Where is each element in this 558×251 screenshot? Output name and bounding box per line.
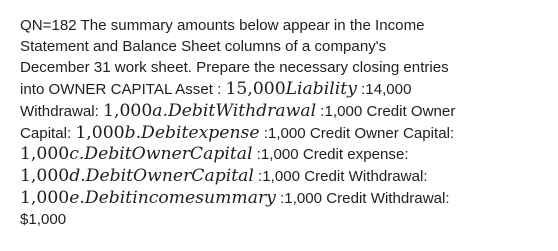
text-run: Statement and Balance Sheet columns of a company's [20, 37, 387, 55]
math-number: 15,000 [225, 78, 286, 99]
question-line [20, 123, 540, 145]
question-line [20, 188, 540, 210]
text-run: into OWNER CAPITAL Asset : [20, 80, 226, 98]
text-run: :1,000 Credit Withdrawal: [253, 168, 428, 186]
question-line [20, 166, 540, 188]
math-number: 1,000 [103, 100, 153, 121]
text-run: Withdrawal: [20, 102, 104, 120]
math-number: 1,000 [20, 144, 70, 165]
text-run: $1,000 [20, 211, 67, 229]
question-line [20, 144, 540, 166]
text-run: :1,000 Credit Owner Capital: [259, 124, 455, 142]
text-run: :14,000 [356, 80, 412, 98]
text-run: :1,000 Credit expense: [252, 146, 409, 164]
math-run: d.DebitOwnerCapital [69, 166, 254, 187]
math-number: 1,000 [20, 188, 70, 209]
question-line [20, 210, 540, 231]
math-run: c.DebitOwnerCapital [69, 144, 253, 165]
question-line [20, 37, 540, 58]
math-run: e.Debitincomesummary [69, 188, 276, 209]
text-run: :1,000 Credit Withdrawal: [275, 190, 450, 208]
text-run: QN=182 The summary amounts below appear in the Income [20, 17, 425, 34]
question-line [20, 16, 540, 37]
math-number: 1,000 [75, 122, 125, 143]
text-run: Capital: [20, 124, 76, 142]
math-number: 1,000 [20, 166, 70, 187]
question-line [20, 79, 540, 101]
question-line [20, 101, 540, 123]
math-run: a.DebitWithdrawal [152, 100, 317, 121]
math-run: Liability [285, 78, 357, 99]
text-run: December 31 work sheet. Prepare the necessary closing entries [20, 58, 449, 76]
math-run: b.Debitexpense [124, 122, 260, 143]
question-line [20, 58, 540, 79]
text-run: :1,000 Credit Owner [316, 102, 456, 120]
